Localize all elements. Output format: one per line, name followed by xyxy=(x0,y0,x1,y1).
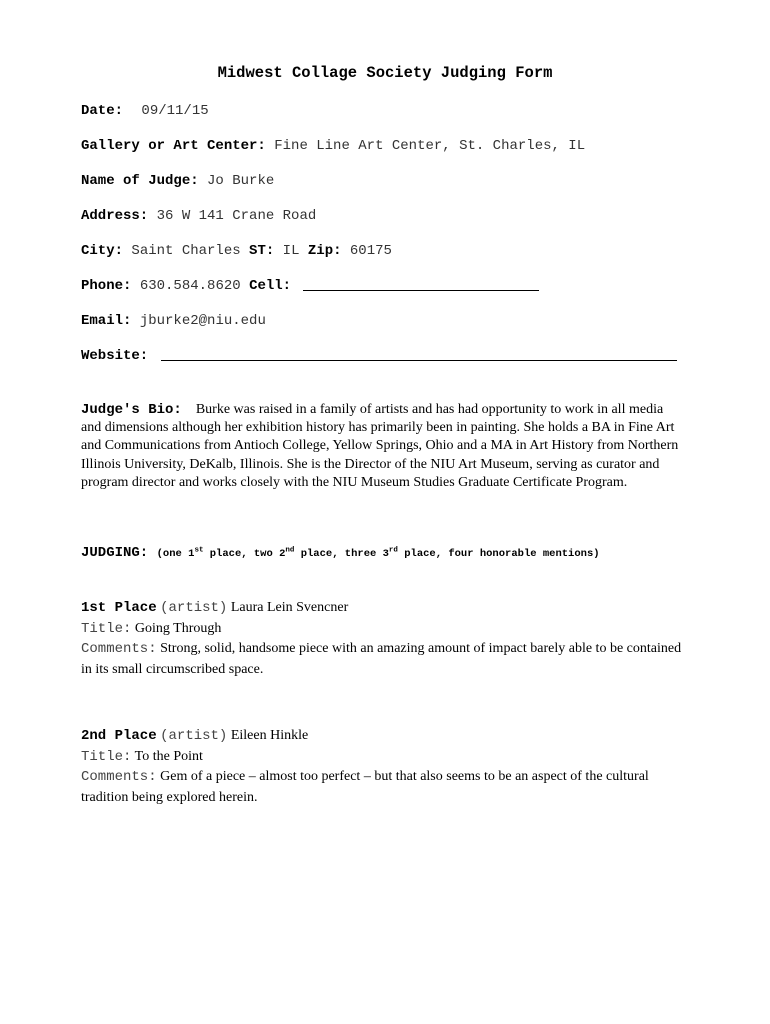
entry-comments-label: Comments: xyxy=(81,769,157,785)
entry-second-place xyxy=(81,726,691,807)
bio-text: Burke was raised in a family of artists and has had opportunity to work in all media and dimensions although her exhibition history has primarily been in painting. She holds a BA in Fine Art and Communications from Antioch College, Yellow Springs, Ohio and a MA in Art History from Northern Illinois University, DeKalb, Illinois. She is the Director of the NIU Art Museum, serving as curator and program director and works closely with the NIU Museum Studies Graduate Certificate Program. xyxy=(81,402,679,490)
gallery-row xyxy=(81,138,585,154)
entry-first-place xyxy=(81,598,691,679)
judge-bio xyxy=(81,401,686,492)
website-row xyxy=(81,348,677,364)
website-blank-line xyxy=(161,359,677,361)
entry-place: 1st Place xyxy=(81,600,157,616)
form-title: Midwest Collage Society Judging Form xyxy=(217,64,553,82)
date-label: Date: xyxy=(81,103,124,119)
entry-comments-line xyxy=(81,767,691,807)
judging-heading xyxy=(81,545,600,561)
entry-artist-line xyxy=(81,726,691,747)
entry-comments-label: Comments: xyxy=(81,641,157,657)
bio-label: Judge's Bio: xyxy=(81,402,182,418)
state-value: IL xyxy=(282,243,300,259)
website-label: Website: xyxy=(81,348,149,364)
judge-label: Name of Judge: xyxy=(81,173,199,189)
entry-artist: Eileen Hinkle xyxy=(230,728,309,743)
city-value: Saint Charles xyxy=(131,243,241,259)
state-label: ST: xyxy=(249,243,275,259)
entry-title: To the Point xyxy=(134,748,203,764)
entry-place: 2nd Place xyxy=(81,728,157,744)
entry-title-line xyxy=(81,619,691,640)
entry-title-label: Title: xyxy=(81,620,132,637)
date-value: 09/11/15 xyxy=(141,103,209,119)
address-label: Address: xyxy=(81,208,149,224)
entry-title-line xyxy=(81,747,691,768)
email-row xyxy=(81,313,266,329)
phone-value: 630.584.8620 xyxy=(139,278,241,294)
cell-blank-line xyxy=(303,289,539,291)
entry-artist-label: (artist) xyxy=(160,600,228,616)
entry-comments: Strong, solid, handsome piece with an amazing amount of impact barely able to be contained in its small circumscribed space. xyxy=(81,641,682,677)
zip-label: Zip: xyxy=(307,243,342,259)
judge-value: Jo Burke xyxy=(207,173,275,189)
cell-label: Cell: xyxy=(249,278,292,294)
entry-artist: Laura Lein Svencner xyxy=(230,600,349,615)
entry-title: Going Through xyxy=(134,620,222,636)
judging-label: JUDGING: xyxy=(81,545,149,561)
entry-comments-line xyxy=(81,639,691,679)
address-row xyxy=(81,208,316,224)
judge-row xyxy=(81,173,274,189)
date-row xyxy=(81,103,209,119)
gallery-label: Gallery or Art Center: xyxy=(81,138,266,154)
city-row xyxy=(81,243,392,259)
entry-title-label: Title: xyxy=(81,748,132,765)
city-label: City: xyxy=(81,243,124,259)
address-value: 36 W 141 Crane Road xyxy=(156,208,317,224)
email-label: Email: xyxy=(81,313,132,329)
zip-value: 60175 xyxy=(349,243,392,259)
email-value: jburke2@niu.edu xyxy=(139,313,266,329)
phone-row xyxy=(81,278,539,294)
entry-artist-line xyxy=(81,598,691,619)
judging-note: (one 1st place, two 2nd place, three 3rd place, four honorable mentions) xyxy=(156,546,600,560)
entry-comments: Gem of a piece – almost too perfect – but that also seems to be an aspect of the cultural tradition being explored herein. xyxy=(81,769,649,805)
entry-artist-label: (artist) xyxy=(160,728,228,744)
phone-label: Phone: xyxy=(81,278,132,294)
gallery-value: Fine Line Art Center, St. Charles, IL xyxy=(274,138,586,154)
